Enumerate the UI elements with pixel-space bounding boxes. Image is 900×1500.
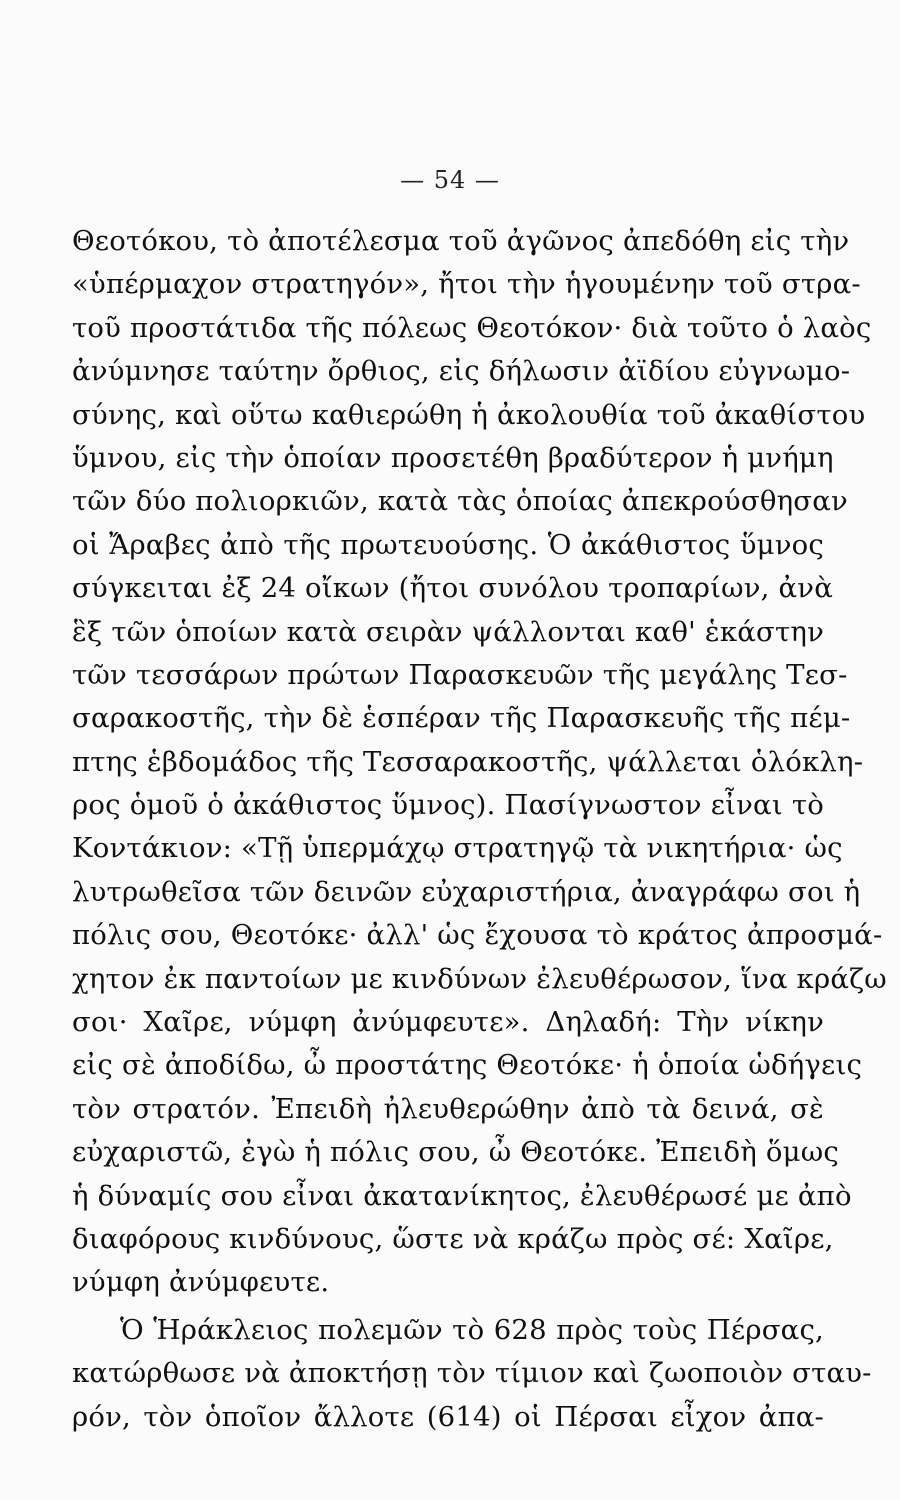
body-text [72, 220, 887, 1439]
text-line: εὐχαριστῶ, ἐγὼ ἡ πόλις σου, ὦ Θεοτόκε. Ἐπειδὴ ὅμως [72, 1136, 839, 1169]
text-line: Κοντάκιον: «Τῇ ὑπερμάχῳ στρατηγῷ τὰ νικητήρια· ὡς [72, 832, 843, 865]
text-line: πόλις σου, Θεοτόκε· ἀλλ' ὡς ἔχουσα τὸ κράτος ἀπροσμά- [72, 919, 883, 952]
text-line: «ὑπέρμαχον στρατηγόν», ἤτοι τὴν ἡγουμένην τοῦ στρα- [72, 268, 861, 301]
text-line: οἱ Ἄραβες ἀπὸ τῆς πρωτευούσης. Ὁ ἀκάθιστος ὕμνος [72, 528, 824, 561]
text-line: σαρακοστῆς, τὴν δὲ ἑσπέραν τῆς Παρασκευῆς τῆς πέμ- [72, 702, 851, 735]
text-line: ἀνύμνησε ταύτην ὄρθιος, εἰς δήλωσιν ἀϊδίου εὐγνωμο- [72, 355, 851, 388]
text-line: πτης ἑβδομάδος τῆς Τεσσαρακοστῆς, ψάλλεται ὁλόκλη- [72, 745, 864, 778]
text-line: νύμφη ἀνύμφευτε. [72, 1266, 330, 1299]
text-line: τὸν στρατόν. Ἐπειδὴ ἠλευθερώθην ἀπὸ τὰ δεινά, σὲ [72, 1092, 824, 1125]
text-line: ὕμνου, εἰς τὴν ὁποίαν προσετέθη βραδύτερον ἡ μνήμη [72, 441, 834, 474]
text-line: τῶν δύο πολιορκιῶν, κατὰ τὰς ὁποίας ἀπεκρούσθησαν [72, 485, 848, 518]
text-line: σύνης, καὶ οὕτω καθιερώθη ἡ ἀκολουθία τοῦ ἀκαθίστου [72, 398, 866, 431]
text-line: σοι· Χαῖρε, νύμφη ἀνύμφευτε». Δηλαδή: Τὴν νίκην [72, 1006, 824, 1039]
paragraph-2 [72, 1309, 872, 1439]
text-line: ρόν, τὸν ὁποῖον ἄλλοτε (614) οἱ Πέρσαι εἶχον ἀπα- [72, 1400, 824, 1433]
page-number: — 54 — [400, 166, 500, 194]
text-line: τῶν τεσσάρων πρώτων Παρασκευῶν τῆς μεγάλης Τεσ- [72, 658, 848, 691]
text-line: τοῦ προστάτιδα τῆς πόλεως Θεοτόκον· διὰ τοῦτο ὁ λαὸς [72, 311, 872, 344]
text-line: κατώρθωσε νὰ ἀποκτήσῃ τὸν τίμιον καὶ ζωοποιὸν σταυ- [72, 1357, 872, 1390]
text-line: ἡ δύναμίς σου εἶναι ἀκατανίκητος, ἐλευθέρωσέ με ἀπὸ [72, 1179, 852, 1212]
text-line: λυτρωθεῖσα τῶν δεινῶν εὐχαριστήρια, ἀναγράφω σοι ἡ [72, 875, 861, 908]
text-line: διαφόρους κινδύνους, ὥστε νὰ κράζω πρὸς σέ: Χαῖρε, [72, 1222, 834, 1255]
text-line: Θεοτόκου, τὸ ἀποτέλεσμα τοῦ ἀγῶνος ἀπεδόθη εἰς τὴν [72, 225, 850, 257]
text-line: χητον ἐκ παντοίων με κινδύνων ἐλευθέρωσον, ἵνα κράζω [72, 962, 887, 995]
text-line: ἓξ τῶν ὁποίων κατὰ σειρὰν ψάλλονται καθ' ἑκάστην [72, 615, 824, 648]
paragraph-1 [72, 220, 887, 1305]
text-line: εἰς σὲ ἀποδίδω, ὦ προστάτης Θεοτόκε· ἡ ὁποία ὡδήγεις [72, 1049, 863, 1082]
text-line: σύγκειται ἐξ 24 οἴκων (ἤτοι συνόλου τροπαρίων, ἀνὰ [72, 572, 833, 605]
text-line: ρος ὁμοῦ ὁ ἀκάθιστος ὕμνος). Πασίγνωστον εἶναι τὸ [72, 789, 824, 822]
text-line: Ὁ Ἡράκλειος πολεμῶν τὸ 628 πρὸς τοὺς Πέρσας, [120, 1313, 824, 1346]
